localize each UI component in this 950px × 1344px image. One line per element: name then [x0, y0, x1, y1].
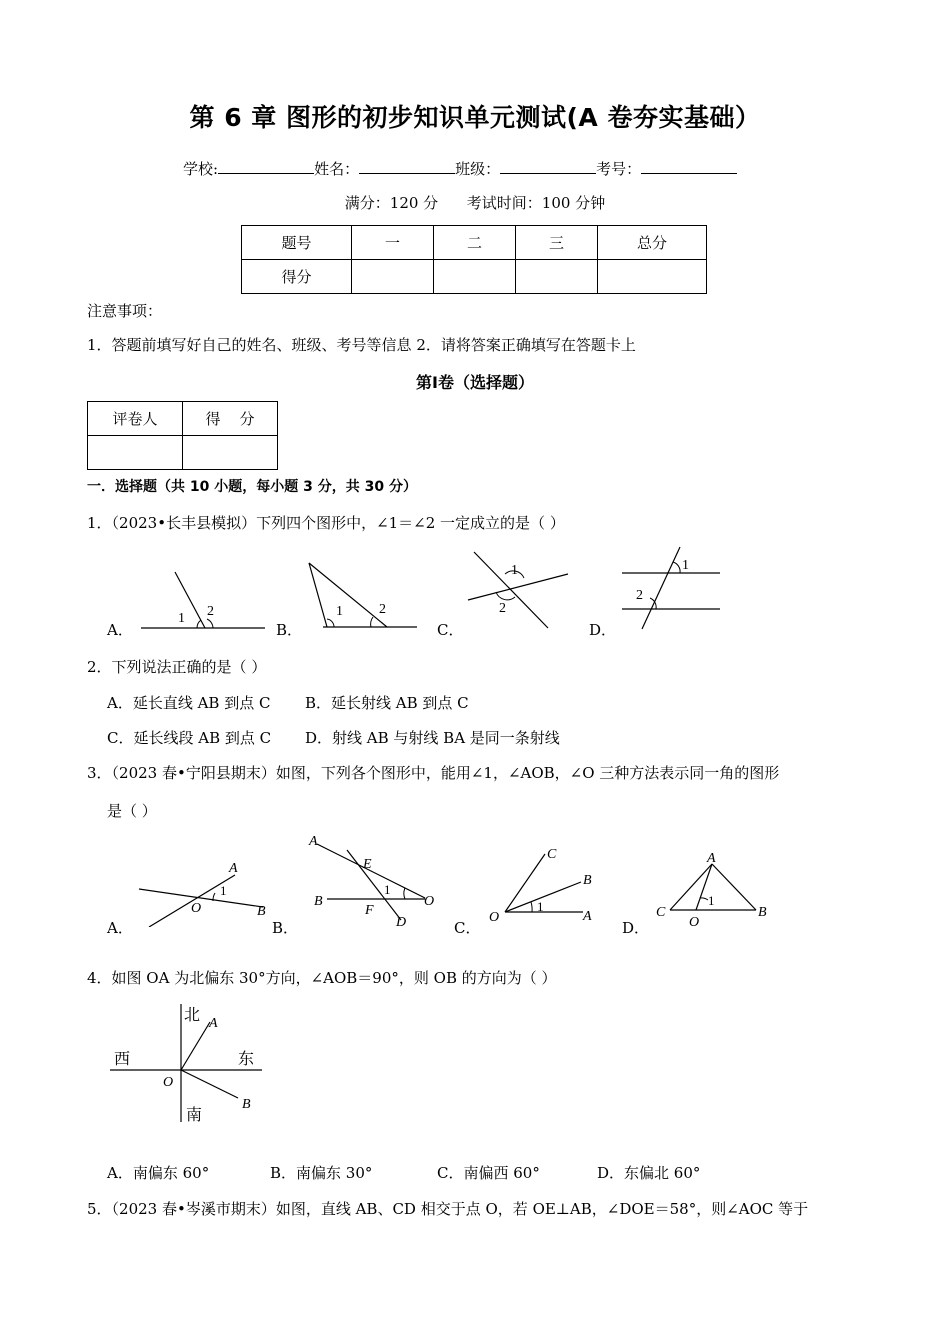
q3b-point-o: O [424, 894, 435, 909]
score-cell[interactable] [352, 260, 434, 294]
q3-figure-a [135, 855, 275, 927]
q4-option-d[interactable]: D．东偏北 60° [597, 1164, 701, 1182]
score-cell[interactable] [516, 260, 598, 294]
q4-stem: 4．如图 OA 为北偏东 30°方向，∠AOB＝90°，则 OB 的方向为（ ） [87, 969, 557, 987]
q3-option-c[interactable]: C． [454, 919, 481, 937]
score-header-cell: 二 [434, 226, 516, 260]
q2-option-d[interactable]: D．射线 AB 与射线 BA 是同一条射线 [305, 729, 560, 747]
q4-point-b: B [242, 1097, 251, 1112]
grader-cell[interactable] [88, 436, 183, 470]
class-blank[interactable] [500, 157, 596, 174]
q3d-point-c: C [656, 905, 666, 920]
q4-option-a[interactable]: A．南偏东 60° [107, 1164, 210, 1182]
q1d-label-2: 2 [636, 588, 643, 603]
q1-figure-a [135, 565, 270, 635]
part-title: 一．选择题（共 10 小题，每小题 3 分，共 30 分） [87, 479, 417, 495]
q3c-point-c: C [547, 847, 557, 862]
notes-text: 1．答题前填写好自己的姓名、班级、考号等信息 2．请将答案正确填写在答题卡上 [87, 336, 636, 354]
q3c-point-b: B [583, 873, 592, 888]
q3a-point-a: A [229, 861, 238, 876]
q3b-point-e: E [363, 857, 372, 872]
score-header-cell: 三 [516, 226, 598, 260]
score-row-label: 得分 [242, 260, 352, 294]
q1b-label-2: 2 [379, 602, 386, 617]
q3-option-b[interactable]: B． [272, 919, 299, 937]
q1c-label-2: 2 [499, 601, 506, 616]
school-blank[interactable] [218, 157, 314, 174]
q4-point-o: O [163, 1075, 174, 1090]
q3b-point-f: F [365, 903, 374, 918]
class-label: 班级： [455, 160, 501, 178]
q3d-point-a: A [707, 851, 716, 866]
q3b-point-d: D [396, 915, 407, 930]
score-table [241, 225, 707, 294]
name-blank[interactable] [359, 157, 455, 174]
q1-figure-c [462, 548, 574, 632]
q3a-label-1: 1 [220, 883, 227, 898]
q2-option-c[interactable]: C．延长线段 AB 到点 C [107, 729, 272, 747]
q1d-label-1: 1 [682, 558, 689, 573]
q3d-point-o: O [689, 915, 700, 930]
q1-figure-b [305, 555, 420, 635]
q4-north-label: 北 [184, 1007, 201, 1024]
q1-option-a[interactable]: A． [107, 621, 133, 639]
q3a-point-b: B [257, 904, 266, 919]
q3d-label-1: 1 [708, 893, 715, 908]
student-info-line [183, 157, 737, 179]
q1-option-c[interactable]: C． [437, 621, 464, 639]
q3a-point-o: O [191, 901, 202, 916]
q4-compass-figure [108, 1000, 268, 1130]
section-title: 第Ⅰ卷（选择题） [416, 373, 534, 392]
q2-option-b[interactable]: B．延长射线 AB 到点 C [305, 694, 469, 712]
q4-option-b[interactable]: B．南偏东 30° [270, 1164, 373, 1182]
q1a-label-2: 2 [207, 604, 214, 619]
q4-point-a: A [209, 1016, 218, 1031]
q3-stem-line1: 3．（2023 春•宁阳县期末）如图，下列各个图形中，能用∠1，∠AOB，∠O 三种方法表示同一角的图形 [87, 764, 780, 782]
school-label: 学校: [183, 160, 219, 178]
q3c-label-1: 1 [537, 899, 544, 914]
name-label: 姓名： [314, 160, 360, 178]
q3b-point-a: A [309, 834, 318, 849]
score-cell[interactable] [434, 260, 516, 294]
q3c-point-o: O [489, 910, 500, 925]
q1-option-b[interactable]: B． [276, 621, 303, 639]
q3d-point-b: B [758, 905, 767, 920]
q4-option-c[interactable]: C．南偏西 60° [437, 1164, 540, 1182]
q3b-point-b: B [314, 894, 323, 909]
q4-west-label: 西 [114, 1051, 131, 1068]
q1b-label-1: 1 [336, 604, 343, 619]
q3c-point-a: A [583, 909, 592, 924]
exam-number-blank[interactable] [641, 157, 737, 174]
q5-stem: 5．（2023 春•岑溪市期末）如图，直线 AB、CD 相交于点 O，若 OE⊥AB，∠DOE＝58°，则∠AOC 等于 [87, 1200, 809, 1218]
q1c-label-1: 1 [511, 563, 518, 578]
score-header-cell: 总分 [598, 226, 707, 260]
score-header-cell: 题号 [242, 226, 352, 260]
q3-figure-b [305, 830, 445, 930]
exam-number-label: 考号： [596, 160, 642, 178]
score-header-cell: 一 [352, 226, 434, 260]
q3-figure-c [485, 840, 600, 932]
grader-cell[interactable] [183, 436, 278, 470]
grader-table [87, 401, 278, 470]
q3b-label-1: 1 [384, 882, 391, 897]
q3-option-a[interactable]: A． [107, 919, 133, 937]
page-title: 第 6 章 图形的初步知识单元测试(A 卷夯实基础） [189, 103, 761, 132]
q1-figure-d [620, 545, 722, 631]
score-cell[interactable] [598, 260, 707, 294]
q2-stem: 2．下列说法正确的是（ ） [87, 658, 267, 676]
q3-stem-line2: 是（ ） [107, 802, 157, 820]
grader-header-cell: 评卷人 [88, 402, 183, 436]
q4-east-label: 东 [238, 1051, 255, 1068]
notes-heading: 注意事项： [87, 302, 163, 320]
q1-stem: 1．（2023•长丰县模拟）下列四个图形中，∠1＝∠2 一定成立的是（ ） [87, 514, 565, 532]
q1a-label-1: 1 [178, 611, 185, 626]
q4-south-label: 南 [186, 1107, 203, 1124]
q3-option-d[interactable]: D． [622, 919, 650, 937]
exam-info: 满分：120 分 考试时间：100 分钟 [344, 194, 606, 212]
grader-header-cell: 得 分 [183, 402, 278, 436]
q1-option-d[interactable]: D． [589, 621, 617, 639]
q3-figure-d [652, 848, 774, 932]
q2-option-a[interactable]: A．延长直线 AB 到点 C [107, 694, 271, 712]
